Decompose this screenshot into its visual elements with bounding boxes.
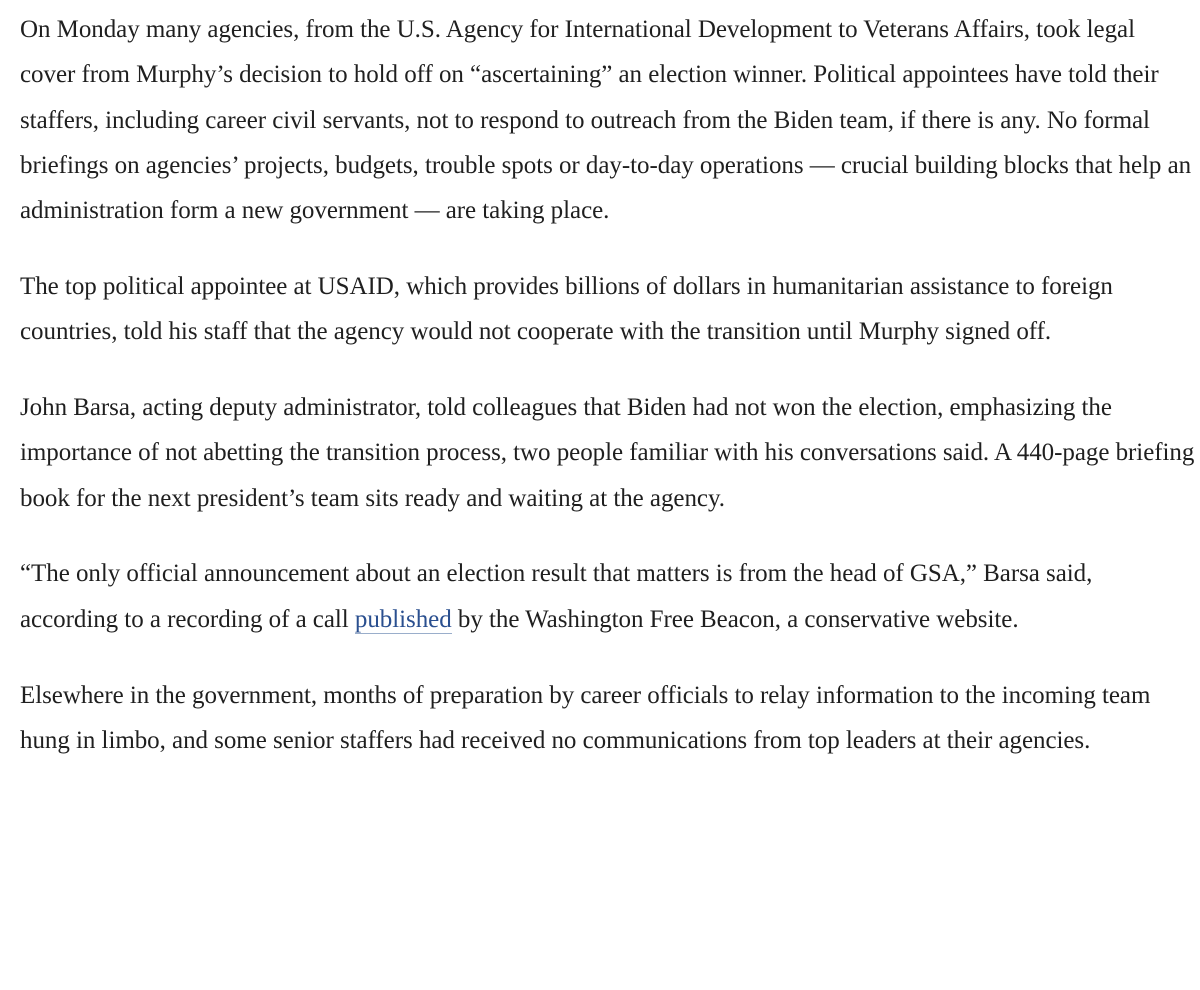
published-link[interactable]: published <box>354 605 452 633</box>
paragraph-agencies-legal-cover: On Monday many agencies, from the U.S. Agency for International Development to Veterans Affairs, took legal cover from Murphy’s decision to hold off on “ascertaining” an election winner. Political appointees have told their staffers, including career civil servants, not to respond to outreach from the Biden team, if there is any. No formal briefings on agencies’ projects, budgets, trouble spots or day-to-day operations — crucial building blocks that help an administration form a new government — are taking place. <box>20 16 1192 225</box>
paragraph-barsa-quote <box>20 551 1196 642</box>
quote-text-after-link: by the Washington Free Beacon, a conservative website. <box>451 605 1019 633</box>
article-body <box>20 7 1196 763</box>
paragraph-usaid-appointee: The top political appointee at USAID, which provides billions of dollars in humanitarian assistance to foreign countries, told his staff that the agency would not cooperate with the transition until Murphy signed off. <box>20 272 1113 346</box>
paragraph-john-barsa: John Barsa, acting deputy administrator, told colleagues that Biden had not won the election, emphasizing the importance of not abetting the transition process, two people familiar with his conversations said. A 440-page briefing book for the next president’s team sits ready and waiting at the agency. <box>20 394 1195 512</box>
paragraph-elsewhere-government: Elsewhere in the government, months of preparation by career officials to relay information to the incoming team hung in limbo, and some senior staffers had received no communications from top leaders at their agencies. <box>20 681 1151 754</box>
quote-text-before-link: “The only official announcement about an election result that matters is from the head of GSA,” Barsa said, according to a recording of a call <box>20 560 1093 633</box>
